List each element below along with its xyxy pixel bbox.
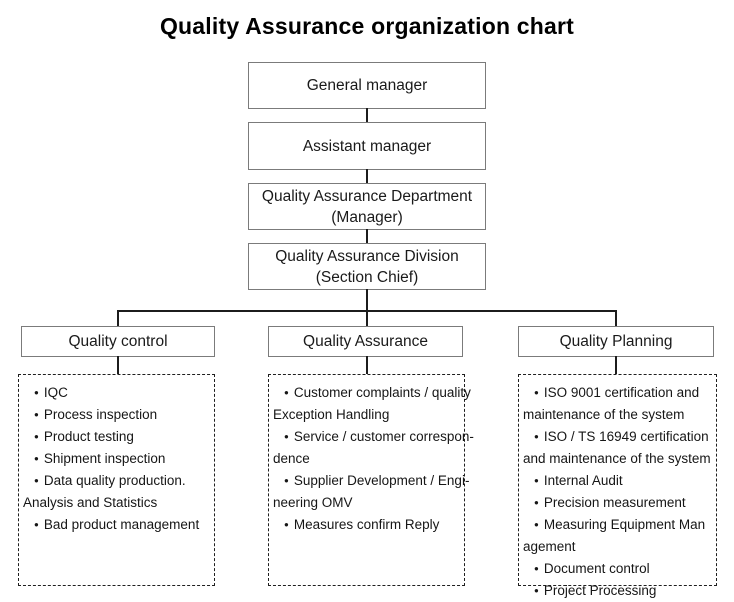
connector-line: [366, 311, 368, 326]
branch-label: Quality control: [68, 332, 168, 350]
bullet-icon: ●: [534, 564, 539, 573]
connector-line: [117, 311, 119, 326]
connector-line: [615, 356, 617, 374]
bullet-icon: ●: [534, 476, 539, 485]
bullet-icon: ●: [34, 388, 39, 397]
bullet-icon: ●: [534, 388, 539, 397]
connector-line: [117, 356, 119, 374]
org-box-line: Quality Assurance Department: [261, 187, 473, 205]
bullet-icon: ●: [284, 476, 289, 485]
bullet-line: ● ISO 9001 certification and: [534, 385, 700, 400]
bullet-line: ● ISO / TS 16949 certification: [534, 429, 709, 444]
org-box-line: Assistant manager: [302, 137, 432, 155]
org-box-general-manager: [248, 62, 486, 109]
connector-line: [366, 169, 368, 183]
bullet-icon: ●: [284, 388, 289, 397]
bullet-line: ● Measuring Equipment Man: [534, 517, 706, 532]
org-box-line: General manager: [306, 77, 428, 94]
org-box-qa-division: [248, 243, 486, 290]
bullet-line: ● Customer complaints / quality: [284, 385, 471, 400]
bullet-icon: ●: [534, 498, 539, 507]
connector-line: [366, 108, 368, 122]
bullet-icon: ●: [34, 410, 39, 419]
bullet-icon: ●: [34, 432, 39, 441]
bullet-icon: ●: [34, 454, 39, 463]
bullet-icon: ●: [34, 476, 39, 485]
bullet-line: ● Precision measurement: [534, 495, 686, 510]
page-title: Quality Assurance organization chart: [159, 13, 575, 39]
bullet-line: ● Measures confirm Reply: [284, 517, 440, 532]
wrap-line: Analysis and Statistics: [23, 495, 158, 510]
org-box-line: Quality Assurance Division: [275, 247, 459, 265]
bullet-icon: ●: [534, 432, 539, 441]
branch-label: Quality Assurance: [303, 332, 428, 350]
wrap-line: maintenance of the system: [523, 407, 685, 422]
duties-panel-quality-control: [18, 374, 215, 586]
branch-head-quality-control: [21, 326, 215, 357]
wrap-line: and maintenance of the system: [523, 451, 711, 466]
branch-head-quality-assurance: [268, 326, 463, 357]
bullet-icon: ●: [534, 586, 539, 595]
org-box-qa-department: [248, 183, 486, 230]
bullet-line: ● Project Processing: [534, 583, 657, 598]
org-box-line: (Section Chief): [315, 268, 419, 286]
bullet-icon: ●: [284, 432, 289, 441]
branch-label: Quality Planning: [559, 332, 673, 350]
branch-head-quality-planning: [518, 326, 714, 357]
bullet-line: ● Document control: [534, 561, 650, 576]
bullet-icon: ●: [34, 520, 39, 529]
org-box-assistant-manager: [248, 122, 486, 170]
wrap-line: dence: [273, 451, 310, 466]
bullet-line: ● Service / customer correspon-: [284, 429, 474, 444]
bullet-line: ● Internal Audit: [534, 473, 623, 488]
org-box-line: (Manager): [331, 208, 403, 226]
connector-line: [615, 311, 617, 326]
bullet-icon: ●: [284, 520, 289, 529]
wrap-line: Exception Handling: [273, 407, 390, 422]
connector-line: [366, 356, 368, 374]
bullet-line: ● Data quality production.: [34, 473, 186, 488]
wrap-line: neering OMV: [273, 495, 353, 510]
duties-panel-quality-planning: [518, 374, 717, 598]
bullet-icon: ●: [534, 520, 539, 529]
connector-line: [366, 229, 368, 243]
wrap-line: agement: [523, 539, 576, 554]
bullet-line: ● Process inspection: [34, 407, 158, 422]
bullet-line: ● Bad product management: [34, 517, 200, 532]
bullet-line: ● IQC: [34, 385, 68, 400]
connector-line: [366, 289, 368, 311]
bullet-line: ● Product testing: [34, 429, 134, 444]
bullet-line: ● Supplier Development / Engi-: [284, 473, 470, 488]
duties-panel-quality-assurance: [268, 374, 474, 586]
bullet-line: ● Shipment inspection: [34, 451, 166, 466]
